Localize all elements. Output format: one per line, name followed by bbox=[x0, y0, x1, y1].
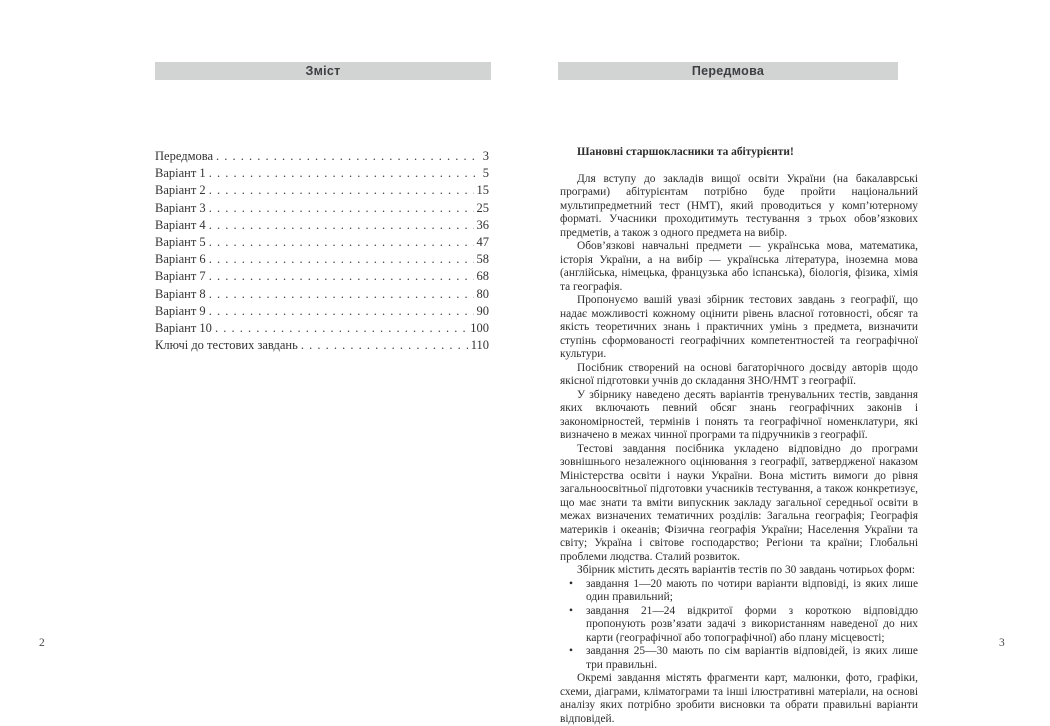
toc-entry bbox=[155, 183, 489, 200]
toc-entry-label: Варіант 4 bbox=[155, 217, 206, 232]
toc-entry-page: 100 bbox=[470, 320, 489, 335]
toc-entry-page: 90 bbox=[476, 303, 489, 318]
dot-leader bbox=[209, 287, 474, 302]
toc-entry-page: 25 bbox=[476, 200, 489, 215]
dot-leader bbox=[209, 166, 480, 181]
bullet-item bbox=[560, 645, 918, 672]
toc-entry bbox=[155, 321, 489, 338]
toc-entry bbox=[155, 149, 489, 166]
toc-entry-page: 68 bbox=[476, 269, 489, 284]
dot-leader bbox=[209, 252, 474, 267]
toc-entry bbox=[155, 252, 489, 269]
bullet-marker: • bbox=[569, 645, 573, 657]
toc-entry-label: Варіант 7 bbox=[155, 269, 206, 284]
dot-leader bbox=[209, 183, 474, 198]
toc-entry-page: 58 bbox=[476, 252, 489, 267]
toc-entry-label: Ключі до тестових завдань bbox=[155, 338, 298, 353]
preface-paragraph: У збірнику наведено десять варіантів тренувальних тестів, завдання яких включають певний обсяг знань географічних законів і закономірностей, термінів і понять та географічної номенклатури, які визначено в межах чинної програми та підручників з географії. bbox=[560, 388, 918, 441]
page-number-left: 2 bbox=[39, 637, 45, 649]
preface-header-bar bbox=[558, 62, 898, 80]
dot-leader bbox=[209, 201, 474, 216]
preface-paragraph: Тестові завдання посібника укладено відповідно до програми зовнішнього незалежного оцінювання з географії, затвердженої наказом Міністерства освіти і науки України. Вона містить вимоги до рівня загальноосвітньої підготовки учасників тестування, а також конкретизує, що має знати та вміти випускник закладу загальної середньої освіти в межах визначених тематичних розділів: Загальна географія; Географія материків і океанів; Фізична географія України; Населення України та світу; Україна і світове господарство; Регіони та країни; Глобальні проблеми людства. Сталий розвиток. bbox=[560, 442, 918, 563]
toc-entry-label: Передмова bbox=[155, 149, 214, 163]
bullet-text: завдання 1—20 мають по чотири варіанти відповіді, із яких лише один правильний; bbox=[586, 577, 918, 603]
toc-entry-label: Варіант 5 bbox=[155, 234, 206, 249]
toc-entry bbox=[155, 269, 489, 286]
preface-closing-paragraph: Окремі завдання містять фрагменти карт, малюнки, фото, графіки, схеми, діаграми, кліматограми та інші ілюстративні матеріали, на основі аналізу яких потрібно зробити висновки та обрати правильні варіанти відповідей. bbox=[560, 672, 918, 725]
toc-entry bbox=[155, 201, 489, 218]
table-of-contents bbox=[155, 149, 489, 355]
preface-paragraph: Обов’язкові навчальні предмети — українська мова, математика, історія України, а на вибір — українська література, іноземна мова (англійська, німецька, французька або іспанська), біологія, фізика, хімія та географія. bbox=[560, 240, 918, 293]
toc-entry-label: Варіант 9 bbox=[155, 303, 206, 318]
toc-entry-page: 3 bbox=[482, 149, 489, 163]
toc-entry-label: Варіант 10 bbox=[155, 320, 212, 335]
toc-entry-page: 80 bbox=[476, 286, 489, 301]
list-intro: Збірник містить десять варіантів тестів по 30 завдань чотирьох форм: bbox=[577, 564, 915, 576]
bullet-text: завдання 21—24 відкритої форми з короткою відповіддю пропонують розв’язати задачі з використанням наведеної до них карти (географічної або топографічної) або плану місцевості; bbox=[586, 604, 918, 644]
preface-body bbox=[560, 146, 918, 726]
toc-entry-label: Варіант 3 bbox=[155, 200, 206, 215]
preface-paragraph: Пропонуємо вашій увазі збірник тестових завдань з географії, що надає можливості кожному оцінити рівень власної готовності, обсяг та якість теоретичних знань і практичних умінь з предмета, визначити ступінь сформованості географічних компетентностей та географічної культури. bbox=[560, 294, 918, 360]
bullet-text: завдання 25—30 мають по сім варіантів відповідей, із яких лише три правильні. bbox=[586, 645, 918, 671]
toc-entry bbox=[155, 287, 489, 304]
dot-leader bbox=[301, 338, 468, 353]
preface-paragraph: Для вступу до закладів вищої освіти України (на бакалаврські програми) абітурієнтам потрібно буде пройти національний мультипредметний тест (НМТ), який проводиться у комп’ютерному форматі. Учасники проходитимуть тестування з трьох обов’язкових предметів, а також з одного предмета на вибір. bbox=[560, 172, 918, 239]
toc-entry-label: Варіант 6 bbox=[155, 252, 206, 267]
contents-title: Зміст bbox=[305, 64, 341, 78]
toc-entry-page: 36 bbox=[476, 217, 489, 232]
preface-title: Передмова bbox=[691, 64, 765, 78]
dot-leader bbox=[209, 304, 474, 319]
page-number-right: 3 bbox=[999, 637, 1005, 649]
contents-header-bar bbox=[155, 62, 491, 80]
dot-leader bbox=[209, 269, 474, 284]
toc-entry-page: 5 bbox=[482, 166, 489, 181]
bullet-marker: • bbox=[569, 577, 573, 590]
dot-leader bbox=[216, 149, 480, 164]
toc-entry bbox=[155, 218, 489, 235]
toc-entry-page: 110 bbox=[470, 338, 489, 353]
bullet-item bbox=[560, 578, 918, 605]
preface-paragraph: Посібник створений на основі багаторічного досвіду авторів щодо якісної підготовки учнів до складання ЗНО/НМТ з географії. bbox=[560, 361, 918, 387]
toc-entry-label: Варіант 2 bbox=[155, 183, 206, 198]
toc-entry-page: 15 bbox=[476, 183, 489, 198]
dot-leader bbox=[215, 321, 467, 336]
salutation: Шановні старшокласники та абітурієнти! bbox=[577, 146, 794, 158]
toc-entry bbox=[155, 235, 489, 252]
toc-entry bbox=[155, 338, 489, 355]
toc-entry-page: 47 bbox=[476, 234, 489, 249]
toc-entry bbox=[155, 166, 489, 183]
bullet-item bbox=[560, 605, 918, 646]
dot-leader bbox=[209, 218, 474, 233]
toc-entry-label: Варіант 1 bbox=[155, 166, 206, 181]
toc-entry bbox=[155, 304, 489, 321]
dot-leader bbox=[209, 235, 474, 250]
toc-entry-label: Варіант 8 bbox=[155, 286, 206, 301]
bullet-marker: • bbox=[569, 604, 573, 617]
